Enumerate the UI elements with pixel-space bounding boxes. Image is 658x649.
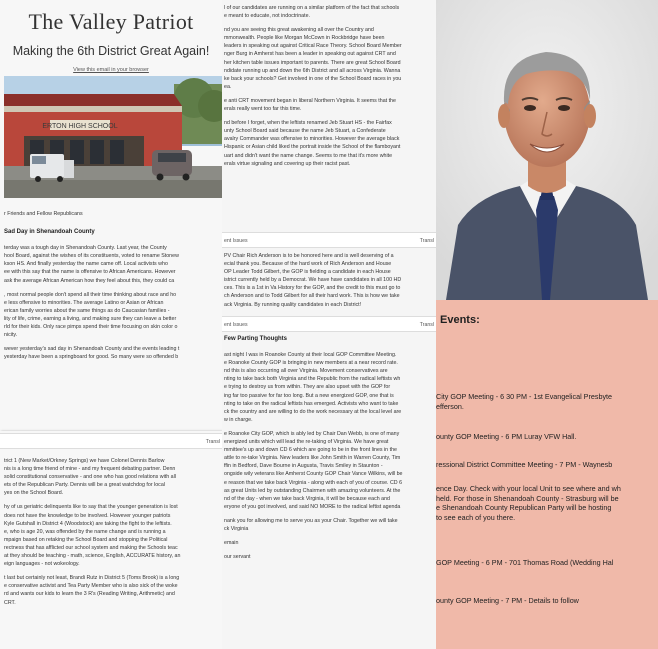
text-line: her kitchen table issues important to parents. There are great School Board <box>224 59 401 66</box>
text-line: e reason that we take back Virginia - along with each of you of course. CD 6 <box>224 479 403 486</box>
text-line: e meant to educate, not indoctrinate. <box>224 13 310 20</box>
text-line: mpaign based on retaking the School Board and stopping the Political <box>4 536 168 543</box>
text-line: wever yesterday's sad day in Shenandoah County and the events leading t <box>4 346 180 353</box>
article-heading-sad-day: Sad Day in Shenandoah County <box>4 229 95 236</box>
text-line: rectness that has afflicted our school system and making the Schools teac <box>4 544 178 551</box>
event-line: to see each of you there. <box>436 512 516 522</box>
text-line: energized units which will lead the re-taking of Virginia. We have great <box>224 439 389 446</box>
paragraph <box>4 291 179 340</box>
event-line: City GOP Meeting - 6 30 PM - 1st Evangelical Presbyte <box>436 392 613 401</box>
translate-button[interactable]: Transl <box>419 322 434 328</box>
school-photo <box>4 76 222 198</box>
text-line: rld for their kids. Only race pimps spend their time focusing on skin color o <box>4 324 178 331</box>
toolbar-strip <box>222 316 436 332</box>
event-item <box>436 432 576 442</box>
panel3-text-bottom <box>224 335 403 567</box>
text-line: leaders in speaking out against Critical Race Theory. School Board Member <box>224 43 402 50</box>
newsletter-title: The Valley Patriot <box>28 9 194 34</box>
paragraph <box>224 430 403 511</box>
event-item <box>436 392 612 411</box>
text-line: eign languages - not wokeology. <box>4 561 80 568</box>
events-heading: Events: <box>440 314 480 326</box>
text-line: attle to re-take Virginia. New leaders like John Smith in Warren County, Tim <box>224 455 401 462</box>
text-line: nting to take on the radical leftists has emerged. Activists who want to take <box>224 400 399 407</box>
text-line: yes on the School Board. <box>4 490 64 497</box>
event-line: ounty GOP Meeting - 6 PM Luray VFW Hall. <box>436 432 577 441</box>
panel3-text-top <box>224 4 402 174</box>
event-item <box>436 558 613 568</box>
text-line: ea. <box>224 83 232 90</box>
panel3-text-middle <box>224 252 401 315</box>
text-line: ecial thank you. Because of the hard work of Rich Anderson and House <box>224 261 392 268</box>
text-line: Kyle Gutshall in District 4 (Woodstock) are taking the fight to the leftists. <box>4 520 172 527</box>
text-line: unty School Board said because the name Jeb Stuart, a Confederate <box>224 128 386 135</box>
event-item <box>436 460 612 470</box>
view-in-browser-link[interactable]: View this email in your browser <box>73 67 149 73</box>
text-line: ndidate running up and down the 6th District and all across Virginia. Wanna <box>224 67 401 74</box>
signoff <box>224 539 403 547</box>
text-line: ck Virginia <box>224 525 249 532</box>
newsletter-subtitle: Making the 6th District Great Again! <box>12 44 210 58</box>
text-line: terday was a tough day in Shenandoah County. Last year, the County <box>4 245 167 252</box>
text-line: ack Virginia. By running quality candidates in each District! <box>224 301 362 308</box>
text-line: erican family worries about the same things as do Caucasian families - <box>4 307 170 314</box>
translate-button[interactable]: Transl <box>419 238 434 244</box>
paragraph <box>4 244 179 284</box>
text-line: nank you for allowing me to serve you as your Chair. Together we will take <box>224 517 398 524</box>
text-line: nd before I forget, when the leftists renamed Jeb Stuart HS - the Fairfax <box>224 120 392 127</box>
paragraph <box>224 351 403 424</box>
text-line: Hispanic or Asian child liked the portrait inside the School of the flamboyant <box>224 144 401 151</box>
text-line: PV Chair Rich Anderson is to be honored here and is well deserving of a <box>224 253 394 259</box>
signoff-line: our servant <box>224 554 251 561</box>
signoff <box>224 553 403 561</box>
toolbar-strip <box>222 232 436 248</box>
text-line: ask the average African American how they feel about this, they could ca <box>4 277 175 284</box>
toolbar-left-label: ent Issues <box>224 238 248 244</box>
text-line: erals really went too far this time. <box>224 106 302 113</box>
text-line: e less offensive to minorities. The average Latino or Asian or African <box>4 299 164 306</box>
school-sign-text: ERTON HIGH SCHOOL <box>42 123 118 130</box>
text-line: e, who is age 20, was offended by the name change and is running a <box>4 528 166 535</box>
text-line: kson HS. And finally yesterday the name came off. Local activists who <box>4 261 168 268</box>
toolbar-left-label: ent Issues <box>224 322 248 328</box>
paragraph <box>4 345 179 361</box>
paragraph <box>4 457 180 497</box>
text-line: ongside wily veterans like Amherst County GOP Chair Vance Wilkins, will be <box>224 471 403 478</box>
text-line: ffin in Bedford, Dave Bourne in Augusta, Travis Smiley in Staunton - <box>224 463 383 470</box>
text-line: ces. This is a 1st in Va History for the GOP, and the credit to this must go to <box>224 285 401 292</box>
text-line: erals virtue signaling and covering up their racist past. <box>224 160 351 167</box>
text-line: ck the country and are willing to do the work necessary at the local level are <box>224 408 402 415</box>
text-line: OP Leader Todd Gilbert, the GOP is fielding a candidate in each House <box>224 269 391 276</box>
paragraph <box>224 119 402 168</box>
text-line: ee with this say that the name is offensive to African Americans. However <box>4 269 176 276</box>
text-line: ast night I was in Roanoke County at their local GOP Committee Meeting. <box>224 352 397 359</box>
text-line: ets of the Republican Party. Dennis will be a great watchdog for local <box>4 482 165 489</box>
paragraph <box>224 517 403 533</box>
text-line: nd of the day - when we take back Virginia, it will be because each and <box>224 495 390 502</box>
newsletter-panel-top-left <box>0 0 222 431</box>
text-line: nicity. <box>4 332 18 339</box>
text-line: hool Board, against the wishes of its constituents, voted to rename Stonew <box>4 253 179 260</box>
text-line: , most normal people don't spend all their time thinking about race and ho <box>4 291 177 298</box>
event-item <box>436 596 579 606</box>
text-line: e anti CRT movement began in liberal Northern Virginia. It seems that the <box>224 97 396 104</box>
text-line: nd this is also occurring all over Virginia. Movement conservatives are <box>224 368 388 375</box>
greeting: r Friends and Fellow Republicans <box>4 211 83 217</box>
paragraph <box>4 574 180 606</box>
event-line: ence Day. Check with your local Unit to see where and wh <box>436 484 621 493</box>
text-line: as great Units led by outstanding Chairmen with amazing volunteers. At the <box>224 487 401 494</box>
text-line: rd and wants our kids to learn the 3 R's (Reading Writing, Arithmetic) and <box>4 591 175 598</box>
toolbar-strip <box>0 433 222 449</box>
panel1-text <box>4 210 179 367</box>
events-panel <box>436 300 658 649</box>
text-line: at they should be teaching - math, science, English, ACCURATE history, an <box>4 553 181 560</box>
signoff-line: emain <box>224 540 239 547</box>
paragraph <box>224 26 402 91</box>
text-line: nger Burg in Amherst has been a leader in speaking out against CRT and <box>224 51 396 58</box>
event-line: held. For those in Shenandoah County - Strasburg will be <box>436 493 619 503</box>
event-line: ounty GOP Meeting - 7 PM - Details to follow <box>436 596 579 605</box>
event-line: e Shenandoah County Republican Party will be hosting <box>436 503 612 512</box>
text-line: nd you are seeing this great awakening all over the Country and <box>224 27 374 34</box>
text-line: uart and didn't want the name change. Seems to me that it's more white <box>224 152 393 159</box>
text-line: nis is a long time friend of mine - and my frequent debating partner. Denn <box>4 466 176 473</box>
event-item <box>436 484 621 522</box>
text-line: w in charge. <box>224 416 253 423</box>
text-line: l of our candidates are running on a similar platform of the fact that schools <box>224 5 400 11</box>
newsletter-panel-bottom-left <box>0 431 222 649</box>
text-line: e trying to destroy us from within. They are also upset with the GOP for <box>224 384 391 391</box>
text-line: solid constitutional conservative - and one who has good relations with all <box>4 474 176 481</box>
text-line: istrict currently held by a Democrat. We have have candidates in all 100 HD <box>224 277 402 284</box>
masthead <box>0 0 222 75</box>
article-heading-parting-thoughts: Few Parting Thoughts <box>224 336 287 342</box>
text-line: nting to take back both Virginia and the Republic from the radical leftists wh <box>224 376 401 383</box>
chair-portrait-photo <box>436 0 658 300</box>
paragraph <box>224 252 401 309</box>
text-line: hy of us geriatric delinquents like to say that the younger generation is lost <box>4 504 178 511</box>
translate-button[interactable]: Transl <box>205 439 220 445</box>
text-line: mmittee's up and down CD 6 which are going to be in the front lines in the <box>224 447 397 454</box>
paragraph <box>224 97 402 113</box>
chair-portrait-panel <box>436 0 658 300</box>
paragraph <box>224 4 402 20</box>
event-line: ressional District Committee Meeting - 7 PM - Waynesb <box>436 460 613 469</box>
text-line: e conservative activist and Tea Party Member who is also sick of the woke <box>4 583 178 590</box>
text-line: eryone of you got involved, and said NO MORE to the radical leftist agenda <box>224 503 401 510</box>
text-line: avalry Commander was offensive to minorities. However the average black <box>224 136 400 143</box>
text-line: ing far too passive for far too long. But a new energized GOP, one that is <box>224 392 394 399</box>
text-line: ch Anderson and to Todd Gilbert for all their hard work. This is how we take <box>224 293 400 300</box>
panel2-text <box>4 457 180 613</box>
text-line: t last but certainly not least, Brandi Rutz in District 5 (Toms Brook) is a long <box>4 575 180 582</box>
text-line: trict 1 (New Market/Orkney Springs) we have Colonel Dennis Barlow <box>4 458 165 464</box>
text-line: e Roanoke City GOP, which is ably led by Chair Dan Webb, is one of many <box>224 430 400 437</box>
text-line: does not have the knowledge to be involved. However younger patriots <box>4 512 171 519</box>
newsletter-panel-middle <box>222 0 436 649</box>
text-line: lity of life, crime, earning a living, and making sure they can leave a better <box>4 315 177 322</box>
text-line: yesterday have been a springboard for good. So many were so offended b <box>4 354 179 361</box>
text-line: mmonwealth. People like Morgan McCown in Rockbridge have been <box>224 35 385 42</box>
paragraph <box>4 503 180 568</box>
text-line: CRT. <box>4 599 16 606</box>
event-line: efferson. <box>436 401 464 411</box>
text-line: e Roanoke County GOP is bringing in new members at a near record rate. <box>224 360 398 367</box>
text-line: ke back your schools? Get involved in one of the School Board races in you <box>224 75 402 82</box>
event-line: GOP Meeting - 6 PM - 701 Thomas Road (Wedding Hal <box>436 558 614 567</box>
